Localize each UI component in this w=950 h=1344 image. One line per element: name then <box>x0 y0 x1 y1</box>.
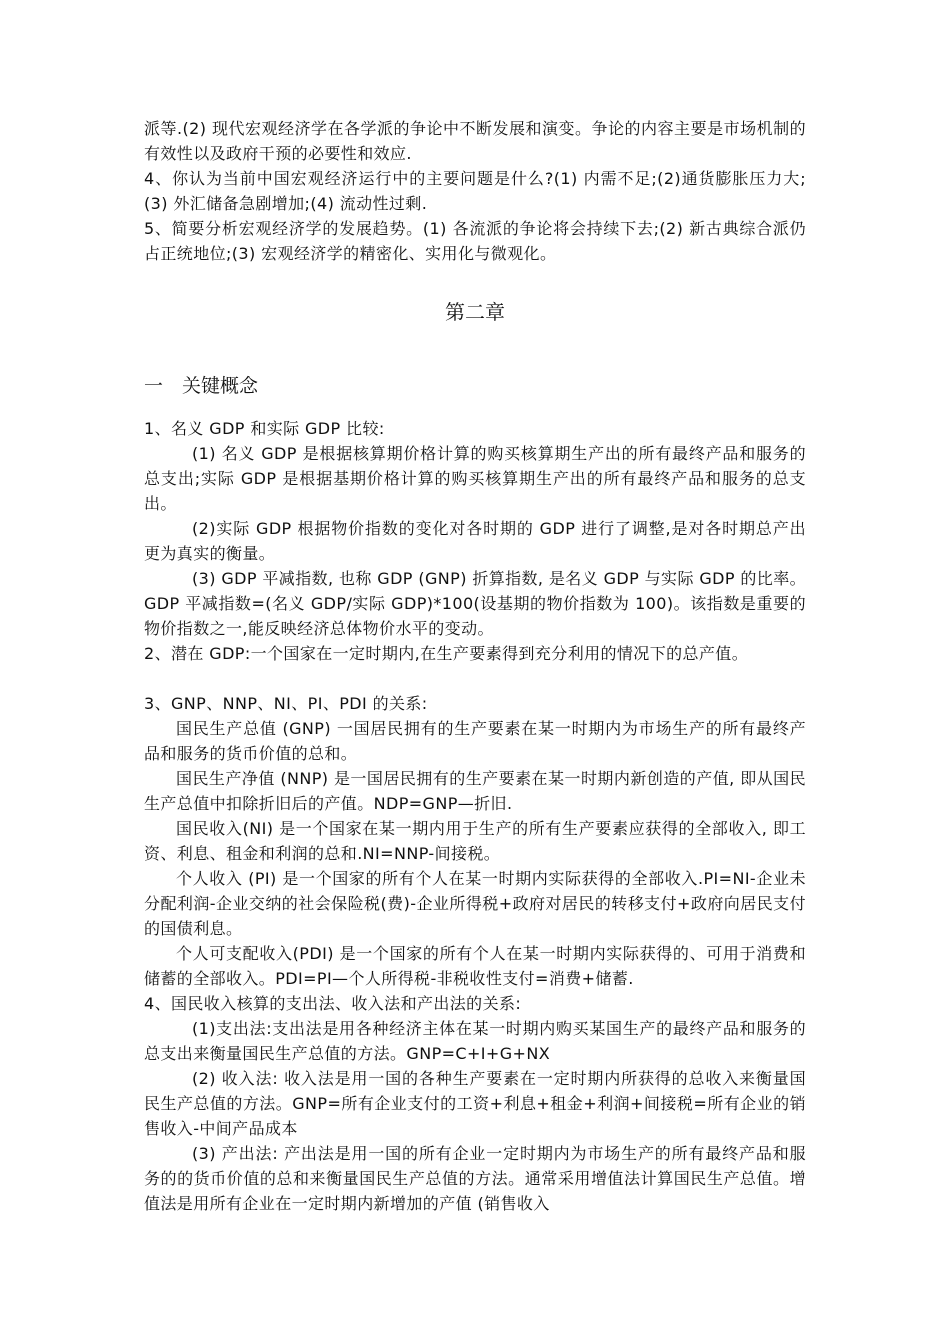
item-3-ni: 国民收入(NI) 是一个国家在某一期内用于生产的所有生产要素应获得的全部收入, 即工资、利息、租金和利润的总和.NI=NNP-间接税。 <box>144 819 806 863</box>
item-1-para-3: (3) GDP 平减指数, 也称 GDP (GNP) 折算指数, 是名义 GDP 与实际 GDP 的比率。GDP 平减指数=(名义 GDP/实际 GDP)*100(设基期的物价指数为 100)。该指数是重要的物价指数之一,能反映经济总体物价水平的变动。 <box>144 569 806 638</box>
item-1-para-2: (2)实际 GDP 根据物价指数的变化对各时期的 GDP 进行了调整,是对各时期总产出更为真实的衡量。 <box>144 519 806 563</box>
chapter-title: 第二章 <box>445 300 505 324</box>
paragraph-q4: 4、你认为当前中国宏观经济运行中的主要问题是什么?(1) 内需不足;(2)通货膨胀压力大;(3) 外汇储备急剧增加;(4) 流动性过剩. <box>144 169 806 213</box>
item-4-expenditure: (1)支出法:支出法是用各种经济主体在某一时期内购买某国生产的最终产品和服务的总支出来衡量国民生产总值的方法。GNP=C+I+G+NX <box>144 1019 806 1063</box>
paragraph-q5: 5、简要分析宏观经济学的发展趋势。(1) 各流派的争论将会持续下去;(2) 新古典综合派仍占正统地位;(3) 宏观经济学的精密化、实用化与微观化。 <box>144 219 806 263</box>
item-3-nnp: 国民生产净值 (NNP) 是一国居民拥有的生产要素在某一时期内新创造的产值, 即从国民生产总值中扣除折旧后的产值。NDP=GNP—折旧. <box>144 769 806 813</box>
item-3-pi: 个人收入 (PI) 是一个国家的所有个人在某一时期内实际获得的全部收入.PI=NI-企业未分配利润-企业交纳的社会保险税(费)-企业所得税+政府对居民的转移支付+政府向居民支付的国债利息。 <box>144 869 806 938</box>
section-title: 一 关键概念 <box>144 375 259 397</box>
item-2: 2、潜在 GDP:一个国家在一定时期内,在生产要素得到充分利用的情况下的总产值。 <box>144 644 749 663</box>
item-1-heading: 1、名义 GDP 和实际 GDP 比较: <box>144 419 385 438</box>
paragraph-debate: 派等.(2) 现代宏观经济学在各学派的争论中不断发展和演变。争论的内容主要是市场机制的有效性以及政府干预的必要性和效应. <box>144 119 806 163</box>
item-3-pdi: 个人可支配收入(PDI) 是一个国家的所有个人在某一时期内实际获得的、可用于消费和储蓄的全部收入。PDI=PI—个人所得税-非税收性支付=消费+储蓄. <box>144 944 806 988</box>
item-4-heading: 4、国民收入核算的支出法、收入法和产出法的关系: <box>144 994 522 1013</box>
item-3-gnp: 国民生产总值 (GNP) 一国居民拥有的生产要素在某一时期内为市场生产的所有最终产品和服务的货币价值的总和。 <box>144 719 806 763</box>
item-4-income: (2) 收入法: 收入法是用一国的各种生产要素在一定时期内所获得的总收入来衡量国民生产总值的方法。GNP=所有企业支付的工资+利息+租金+利润+间接税=所有企业的销售收入-中间产品成本 <box>144 1069 806 1138</box>
item-4-output: (3) 产出法: 产出法是用一国的所有企业一定时期内为市场生产的所有最终产品和服务的的货币价值的总和来衡量国民生产总值的方法。通常采用增值法计算国民生产总值。增值法是用所有企业在一定时期内新增加的产值 (销售收入 <box>144 1144 806 1213</box>
item-1-para-1: (1) 名义 GDP 是根据核算期价格计算的购买核算期生产出的所有最终产品和服务的总支出;实际 GDP 是根据基期价格计算的购买核算期生产出的所有最终产品和服务的总支出。 <box>144 444 806 513</box>
item-3-heading: 3、GNP、NNP、NI、PI、PDI 的关系: <box>144 694 428 713</box>
